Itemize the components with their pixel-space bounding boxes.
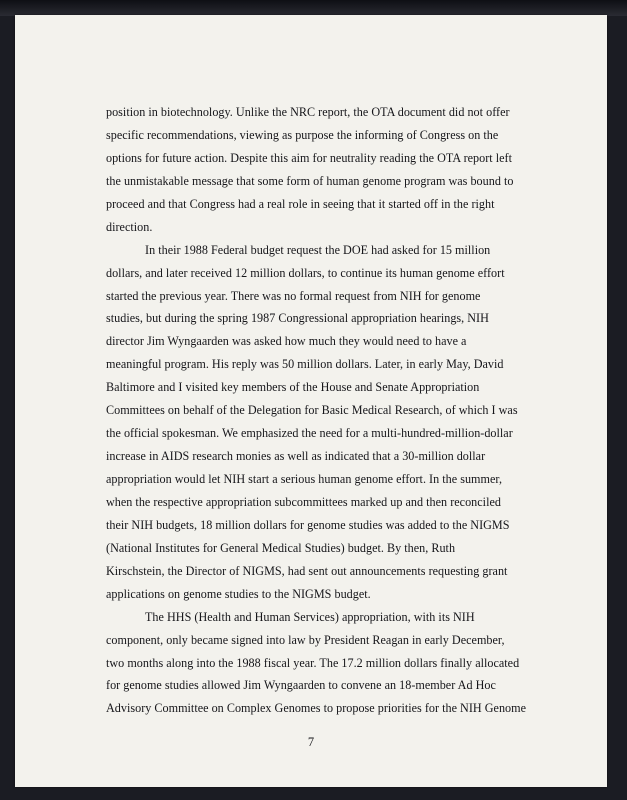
text-line: appropriation would let NIH start a serious human genome effort. In the summer, <box>106 472 503 486</box>
text-line: two months along into the 1988 fiscal year. The 17.2 million dollars finally allocated <box>106 655 520 670</box>
text-line: specific recommendations, viewing as purpose the informing of Congress on the <box>106 127 499 142</box>
text-line: meaningful program. His reply was 50 million dollars. Later, in early May, David <box>106 357 504 372</box>
text-line: started the previous year. There was no formal request from NIH for genome <box>106 288 481 303</box>
text-line: Kirschstein, the Director of NIGMS, had sent out announcements requesting grant <box>106 563 508 578</box>
text-line: (National Institutes for General Medical Studies) budget. By then, Ruth <box>106 540 456 555</box>
text-line: the unmistakable message that some form of human genome program was bound to <box>106 173 514 188</box>
scan-background-edge <box>0 0 627 16</box>
paragraph-first-line: In their 1988 Federal budget request the DOE had asked for 15 million <box>145 242 491 257</box>
text-line: increase in AIDS research monies as well as indicated that a 30-million dollar <box>106 449 486 464</box>
text-line: Committees on behalf of the Delegation for Basic Medical Research, of which I was <box>106 403 518 418</box>
text-line: position in biotechnology. Unlike the NRC report, the OTA document did not offer <box>106 105 510 119</box>
text-line: proceed and that Congress had a real role in seeing that it started off in the right <box>106 196 495 211</box>
text-line: director Jim Wyngaarden was asked how much they would need to have a <box>106 334 467 349</box>
text-line: Advisory Committee on Complex Genomes to propose priorities for the NIH Genome <box>106 701 527 716</box>
text-line: dollars, and later received 12 million dollars, to continue its human genome effort <box>106 265 505 280</box>
text-line: their NIH budgets, 18 million dollars for genome studies was added to the NIGMS <box>106 517 510 532</box>
text-line: applications on genome studies to the NIGMS budget. <box>106 586 371 601</box>
document-page <box>15 15 607 787</box>
text-line: options for future action. Despite this aim for neutrality reading the OTA report left <box>106 150 512 165</box>
text-line: when the respective appropriation subcommittees marked up and then reconciled <box>106 494 501 509</box>
text-line: Baltimore and I visited key members of the House and Senate Appropriation <box>106 380 480 395</box>
text-line: component, only became signed into law by President Reagan in early December, <box>106 632 505 647</box>
body-text <box>106 101 546 720</box>
page-number: 7 <box>307 735 315 749</box>
text-line: direction. <box>106 219 153 234</box>
text-line: the official spokesman. We emphasized the need for a multi-hundred-million-dollar <box>106 426 513 441</box>
paragraph-first-line: The HHS (Health and Human Services) appropriation, with its NIH <box>145 609 475 624</box>
text-line: studies, but during the spring 1987 Congressional appropriation hearings, NIH <box>106 311 489 326</box>
text-line: for genome studies allowed Jim Wyngaarden to convene an 18-member Ad Hoc <box>106 678 496 693</box>
